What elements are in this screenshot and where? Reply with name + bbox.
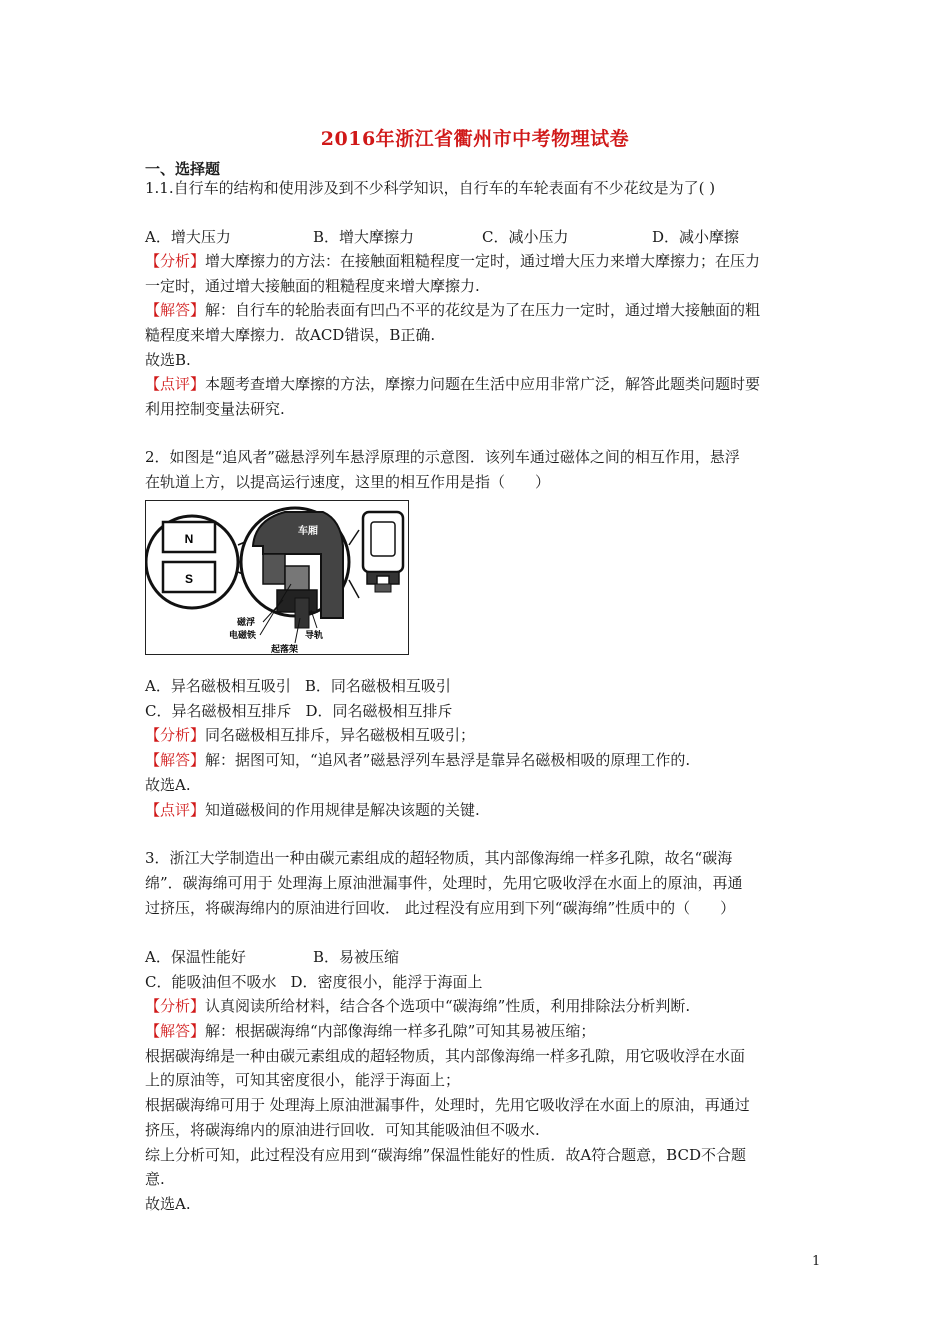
section-heading: 一、选择题	[145, 160, 221, 178]
q3-answer-line-5: 挤压，将碳海绵内的原油进行回收．可知其能吸油但不吸水.	[145, 1121, 540, 1139]
q1-option-d: D．减小摩擦	[652, 228, 740, 246]
q1-stem: 1.1.自行车的结构和使用涉及到不少科学知识，自行车的车轮表面有不少花纹是为了( )	[145, 179, 716, 197]
q3-options-row-2	[145, 972, 483, 992]
answer-tag: 【解答】	[145, 1022, 206, 1040]
q3-option-d: D．密度很小，能浮于海面上	[290, 973, 483, 991]
q1-choice: 故选B.	[145, 351, 191, 369]
q2-options-row-1	[145, 676, 451, 696]
q1-comment-line-1: 【点评】本题考查增大摩擦的方法，摩擦力问题在生活中应用非常广泛，解答此题类问题时要	[145, 375, 761, 393]
q3-answer-line-1: 【解答】解：根据碳海绵“内部像海绵一样多孔隙”可知其易被压缩；	[145, 1022, 596, 1040]
q2-choice: 故选A.	[145, 776, 191, 794]
q3-option-a: A．保温性能好	[145, 948, 246, 966]
q3-stem-line-1: 3．浙江大学制造出一种由碳元素组成的超轻物质，其内部像海绵一样多孔隙，故名“碳海	[145, 849, 733, 867]
q1-option-b: B．增大摩擦力	[313, 228, 415, 246]
q1-option-c: C．减小压力	[482, 228, 569, 246]
q3-stem-line-3: 过挤压，将碳海绵内的原油进行回收． 此过程没有应用到下列“碳海绵”性质中的（ ）	[145, 899, 736, 917]
analysis-tag: 【分析】	[145, 726, 206, 744]
s-label: S	[184, 572, 194, 586]
q1-answer-line-2: 糙程度来增大摩擦力．故ACD错误，B正确.	[145, 326, 436, 344]
q3-answer-line-4: 根据碳海绵可用于 处理海上原油泄漏事件，处理时，先用它吸收浮在水面上的原油，再通过	[145, 1096, 750, 1114]
car-label: 车厢	[298, 526, 318, 537]
q1-option-a: A．增大压力	[145, 228, 231, 246]
frame-label: 起落架	[271, 645, 299, 655]
q3-answer-line-3: 上的原油等，可知其密度很小，能浮于海面上；	[145, 1071, 461, 1089]
q3-option-b: B．易被压缩	[313, 948, 400, 966]
maglev-diagram	[145, 500, 409, 655]
n-label: N	[184, 532, 194, 546]
page-title: 2016年浙江省衢州市中考物理试卷	[320, 128, 630, 150]
q1-analysis-line-2: 一定时，通过增大接触面的粗糙程度来增大摩擦力.	[145, 277, 480, 295]
q2-option-a: A．异名磁极相互吸引	[145, 677, 291, 695]
answer-tag: 【解答】	[145, 301, 206, 319]
maglev-label: 磁浮	[237, 618, 256, 628]
q3-answer-line-2: 根据碳海绵是一种由碳元素组成的超轻物质，其内部像海绵一样多孔隙，用它吸收浮在水面	[145, 1047, 746, 1065]
page-number: 1	[812, 1254, 821, 1269]
q2-answer: 【解答】解：据图可知，“追风者”磁悬浮列车悬浮是靠异名磁极相吸的原理工作的.	[145, 751, 691, 769]
q2-analysis: 【分析】同名磁极相互排斥，异名磁极相互吸引；	[145, 726, 476, 744]
q3-analysis: 【分析】认真阅读所给材料，结合各个选项中“碳海绵”性质，利用排除法分析判断.	[145, 997, 691, 1015]
q1-comment-line-2: 利用控制变量法研究.	[145, 400, 285, 418]
q1-answer-line-1: 【解答】解：自行车的轮胎表面有凹凸不平的花纹是为了在压力一定时，通过增大接触面的粗	[145, 301, 761, 319]
q3-answer-line-7: 意.	[145, 1170, 165, 1188]
q2-option-d: D．同名磁极相互排斥	[305, 702, 453, 720]
q3-choice: 故选A.	[145, 1195, 191, 1213]
q3-option-c: C．能吸油但不吸水	[145, 973, 277, 991]
q2-stem-line-1: 2．如图是“追风者”磁悬浮列车悬浮原理的示意图．该列车通过磁体之间的相互作用，悬浮	[145, 448, 740, 466]
q2-options-row-2	[145, 701, 453, 721]
rail-label: 导轨	[305, 631, 324, 641]
electromagnet-label: 电磁铁	[229, 631, 257, 641]
q2-option-c: C．异名磁极相互排斥	[145, 702, 292, 720]
answer-tag: 【解答】	[145, 751, 206, 769]
analysis-tag: 【分析】	[145, 252, 206, 270]
q2-comment: 【点评】知道磁极间的作用规律是解决该题的关键.	[145, 801, 480, 819]
analysis-tag: 【分析】	[145, 997, 206, 1015]
q2-option-b: B．同名磁极相互吸引	[304, 677, 451, 695]
q1-analysis-line-1: 【分析】增大摩擦力的方法：在接触面粗糙程度一定时，通过增大压力来增大摩擦力；在压力	[145, 252, 761, 270]
comment-tag: 【点评】	[145, 801, 206, 819]
q3-stem-line-2: 绵”．碳海绵可用于 处理海上原油泄漏事件，处理时，先用它吸收浮在水面上的原油，再通	[145, 874, 743, 892]
q2-stem-line-2: 在轨道上方，以提高运行速度，这里的相互作用是指（ ）	[145, 473, 551, 491]
q3-answer-line-6: 综上分析可知，此过程没有应用到“碳海绵”保温性能好的性质．故A符合题意，BCD不合题	[145, 1146, 746, 1164]
comment-tag: 【点评】	[145, 375, 206, 393]
